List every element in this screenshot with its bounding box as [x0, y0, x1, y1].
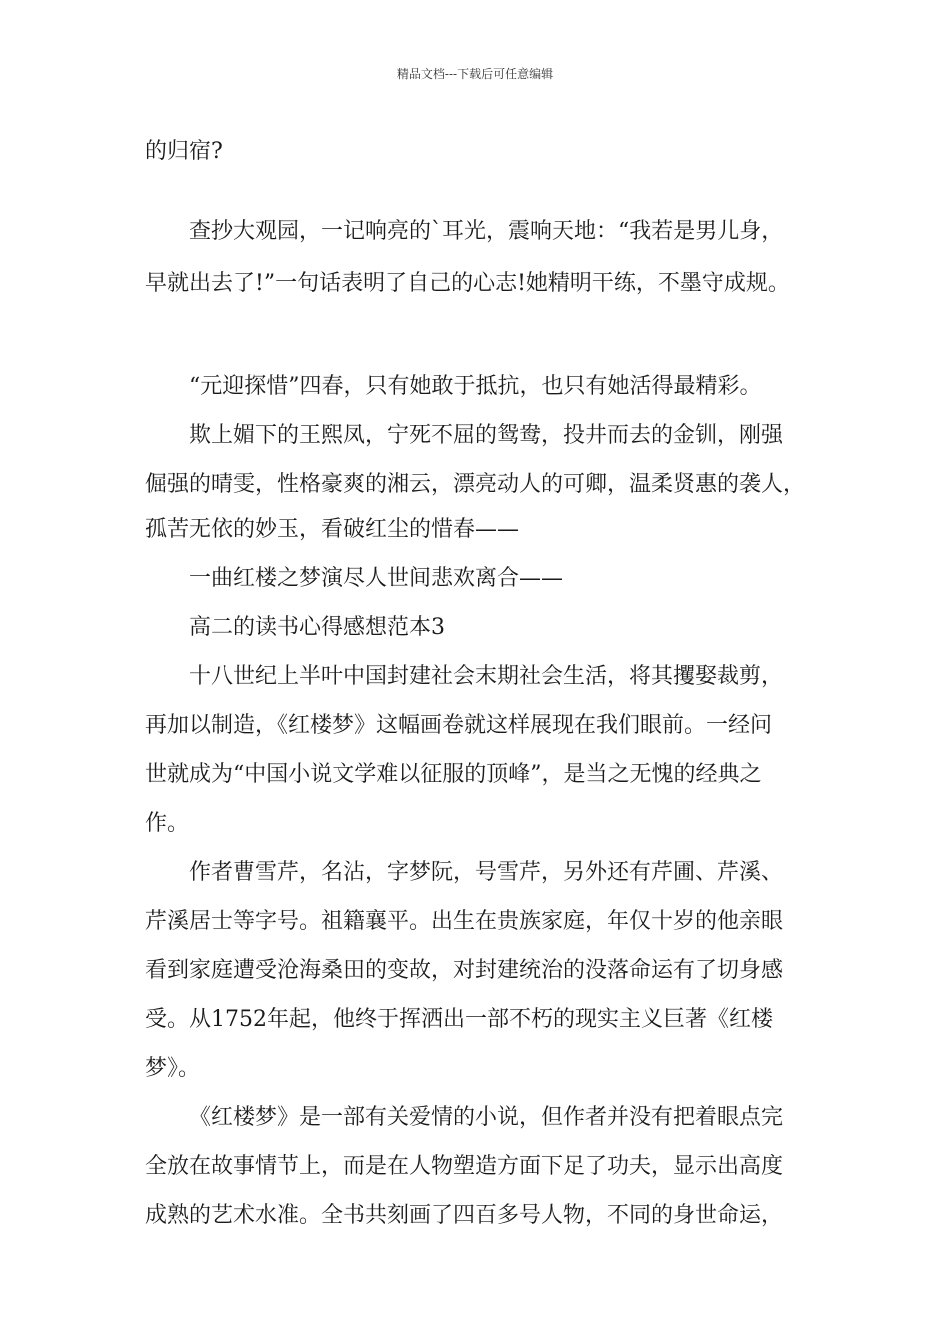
text-line: 的归宿? [145, 139, 223, 164]
text-line: 一曲红楼之梦演尽人世间悲欢离合—— [189, 566, 564, 591]
text-line: 欺上媚下的王熙凤，宁死不屈的鸳鸯，投井而去的金钏，刚强 [189, 423, 784, 448]
document-body [145, 132, 845, 1236]
text-line: “元迎探惜”四春，只有她敢于抵抗，也只有她活得最精彩。 [189, 374, 762, 399]
text-line: 查抄大观园，一记响亮的`耳光，震响天地：“我若是男儿身， [189, 219, 784, 244]
text-line: 梦》。 [145, 1056, 201, 1081]
text-line: 作者曹雪芹，名沾，字梦阮，号雪芹，另外还有芹圃、芹溪、 [189, 860, 784, 885]
page-header: 精品文档---下载后可任意编辑 [396, 67, 554, 81]
text-line: 成熟的艺术水准。全书共刻画了四百多号人物，不同的身世命运， [145, 1203, 784, 1228]
text-line: 十八世纪上半叶中国封建社会末期社会生活，将其攫娶裁剪， [189, 664, 784, 689]
text-line: 早就出去了!”一句话表明了自己的心志!她精明干练，不墨守成规。 [145, 271, 790, 296]
text-line: 看到家庭遭受沧海桑田的变故，对封建统治的没落命运有了切身感 [145, 958, 784, 983]
text-line: 全放在故事情节上，而是在人物塑造方面下足了功夫，显示出高度 [145, 1154, 784, 1179]
text-line: 受。从1752年起，他终于挥洒出一部不朽的现实主义巨著《红楼 [145, 1007, 773, 1032]
text-line: 世就成为“中国小说文学难以征服的顶峰”，是当之无愧的经典之 [145, 762, 762, 787]
text-line: 高二的读书心得感想范本3 [189, 615, 445, 640]
text-line: 《红楼梦》是一部有关爱情的小说，但作者并没有把着眼点完 [189, 1105, 784, 1130]
text-line: 芹溪居士等字号。祖籍襄平。出生在贵族家庭，年仅十岁的他亲眼 [145, 909, 784, 934]
text-line: 倔强的晴雯，性格豪爽的湘云，漂亮动人的可卿，温柔贤惠的袭人， [145, 472, 806, 497]
text-line: 孤苦无依的妙玉，看破红尘的惜春—— [145, 517, 520, 542]
text-line: 再加以制造，《红楼梦》这幅画卷就这样展现在我们眼前。一经问 [145, 713, 773, 738]
paragraph-gap [145, 304, 845, 367]
text-line: 作。 [145, 811, 190, 836]
